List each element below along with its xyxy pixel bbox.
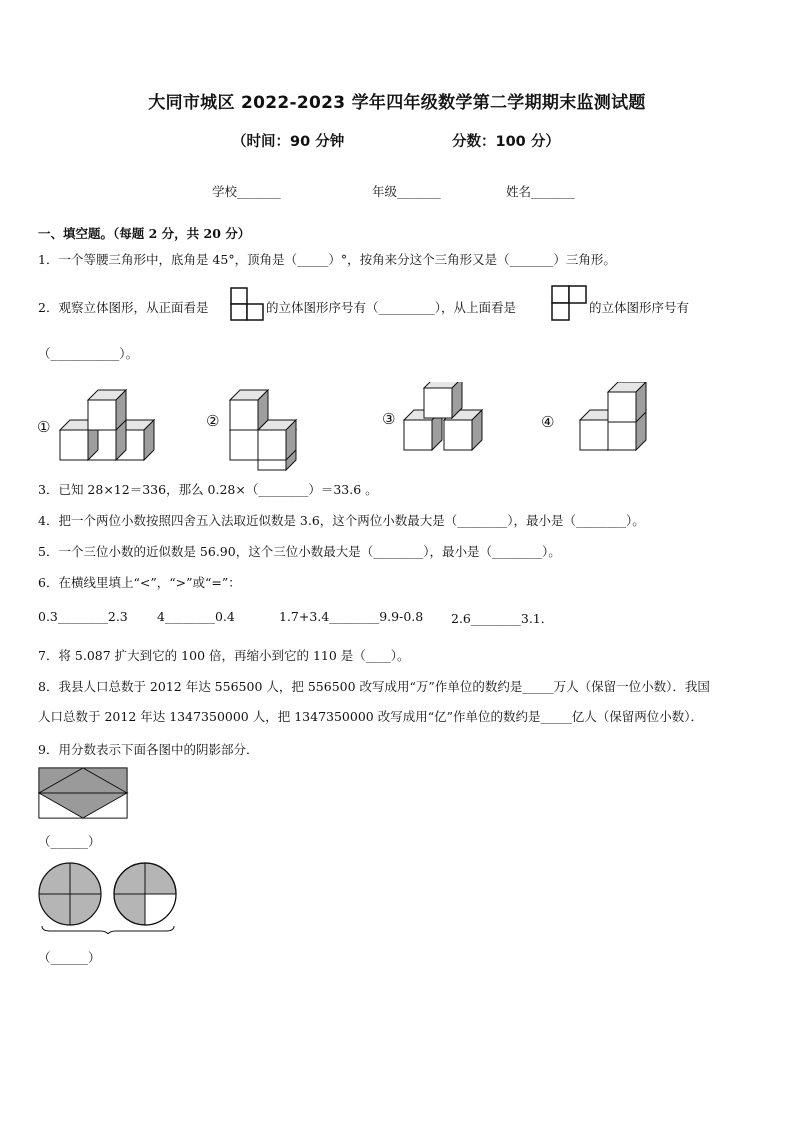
figure-label-3: ③ — [382, 410, 396, 428]
compare-item-2: 4________0.4 — [157, 609, 235, 624]
question-1: 1．一个等腰三角形中，底角是 45°，顶角是（_____）°，按角来分这个三角形又是（_______）三角形。 — [38, 252, 616, 267]
figure-label-1: ① — [37, 418, 51, 436]
front-view-icon — [230, 287, 264, 321]
compare-item-1: 0.3________2.3 — [38, 609, 128, 624]
cube-figure-3 — [404, 382, 482, 450]
exam-time: （时间：90 分钟 — [232, 134, 345, 150]
question-3: 3．已知 28×12＝336，那么 0.28×（________）＝33.6 。 — [38, 482, 378, 497]
cube-figure-4 — [580, 382, 646, 450]
answer-blank-2[interactable]: （______） — [38, 950, 101, 965]
school-field[interactable]: 学校_______ — [212, 184, 281, 199]
top-view-icon — [551, 285, 587, 321]
cube-figure-2 — [230, 390, 296, 470]
question-2-part-d: （___________）。 — [38, 346, 139, 361]
cube-figures — [30, 382, 770, 472]
answer-blank-1[interactable]: （______） — [38, 834, 101, 849]
question-4: 4．把一个两位小数按照四舍五入法取近似数是 3.6，这个两位小数最大是（________），最小是（________）。 — [38, 513, 645, 528]
question-9: 9．用分数表示下面各图中的阴影部分． — [38, 742, 259, 757]
question-2-part-c: 的立体图形序号有 — [589, 300, 690, 315]
name-field[interactable]: 姓名_______ — [506, 184, 575, 199]
section-heading: 一、填空题。（每题 2 分，共 20 分） — [38, 226, 251, 241]
compare-item-4: 2.6________3.1． — [451, 611, 554, 626]
figure-label-4: ④ — [541, 413, 555, 431]
question-2-part-a: 2．观察立体图形，从正面看是 — [38, 300, 209, 315]
question-8-line-2: 人口总数于 2012 年达 1347350000 人，把 1347350000 改写成用“亿”作单位的数约是_____亿人（保留两位小数）． — [38, 709, 703, 724]
question-7: 7．将 5.087 扩大到它的 100 倍，再缩小到它的 110 是（____）。 — [38, 648, 410, 663]
grade-field[interactable]: 年级_______ — [372, 184, 441, 199]
question-5: 5．一个三位小数的近似数是 56.90，这个三位小数最大是（________），最小是（________）。 — [38, 544, 561, 559]
figure-label-2: ② — [206, 412, 220, 430]
exam-score: 分数：100 分） — [452, 134, 560, 150]
question-8-line-1: 8．我县人口总数于 2012 年达 556500 人，把 556500 改写成用“万”作单位的数约是_____万人（保留一位小数）．我国 — [38, 679, 710, 694]
cube-figure-1 — [60, 390, 154, 460]
question-2-part-b: 的立体图形序号有（_________），从上面看是 — [266, 300, 517, 315]
shaded-circles-figure — [36, 860, 186, 934]
question-6: 6．在横线里填上“<”，“>”或“=”： — [38, 575, 241, 590]
compare-item-3: 1.7+3.4________9.9-0.8 — [279, 609, 424, 624]
shaded-rectangle-figure — [38, 767, 130, 819]
page-title: 大同市城区 2022-2023 学年四年级数学第二学期期末监测试题 — [148, 93, 646, 113]
